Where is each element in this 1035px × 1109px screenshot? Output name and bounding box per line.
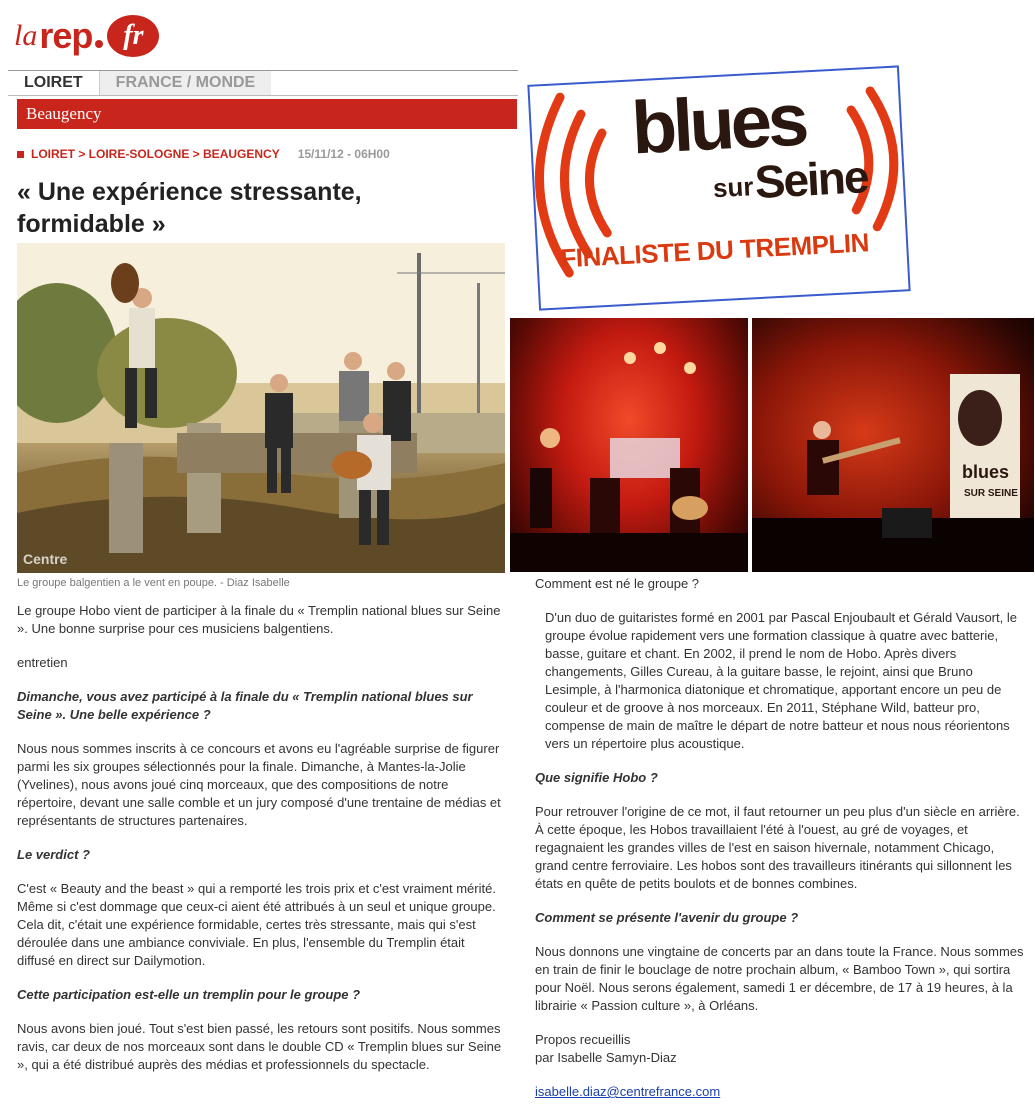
concert-photo-2-illustration xyxy=(752,318,1034,572)
answer-4: D'un duo de guitaristes formé en 2001 par Pascal Enjoubault et Gérald Vausort, le groupe évolue rapidement vers une formation classique à quatre avec batterie, basse, guitare et chant. En 2002, il prend le nom de Hobo. Après divers changements, Gilles Cureau, à la guitare basse, le rejoint, ainsi que Bruno Lesimple, à l'harmonica diatonique et chromatique, apportant encore un peu de couleur et de groove à nos morceaux. En 2011, Stéphane Wild, batteur pro, compense de main de maître le départ de notre batteur et nous nous réorientons vers un répertoire plus acoustique. xyxy=(545,610,1017,751)
badge-sur-text: sur xyxy=(712,171,755,204)
concert-photo-2 xyxy=(752,318,1034,572)
article-date: 15/11/12 - 06H00 xyxy=(297,147,390,161)
breadcrumb xyxy=(17,147,390,161)
article-intro: Le groupe Hobo vient de participer à la finale du « Tremplin national blues sur Seine ». Une bonne surprise pour ces musiciens balgentiens. xyxy=(17,603,501,636)
badge-seine-text: Seine xyxy=(753,150,869,209)
tab-france-monde[interactable]: FRANCE / MONDE xyxy=(100,71,272,95)
article-headline: « Une expérience stressante, formidable » xyxy=(17,178,362,238)
badge-blues-text: blues xyxy=(629,77,807,170)
answer-1: Nous nous sommes inscrits à ce concours et avons eu l'agréable surprise de figurer parmi les six groupes sélectionnés pour la finale. Dimanche, à Mantes-la-Jolie (Yvelines), nous avons joué cinq morceaux, que des compositions de notre répertoire, devant une salle comble et un jury composé d'une trentaine de médias et représentants de structures partenaires. xyxy=(17,741,501,828)
tab-loiret[interactable]: LOIRET xyxy=(8,71,100,95)
question-3: Cette participation est-elle un tremplin pour le groupe ? xyxy=(17,987,361,1002)
breadcrumb-path[interactable]: LOIRET > LOIRE-SOLOGNE > BEAUGENCY xyxy=(31,147,280,161)
answer-2: C'est « Beauty and the beast » qui a remporté les trois prix et c'est vraiment mérité. Même si c'est dommage que ceux-ci aient été attribués à un seul et unique groupe. Cela dit, c'était une expérience formidable, certes très stressante, mais qui s'est déroulée dans une ambiance conviviale. En plus, l'ensemble du Tremplin était diffusé en direct sur Dailymotion. xyxy=(17,881,496,968)
breadcrumb-square-icon xyxy=(17,151,24,158)
article-column-right xyxy=(535,575,1030,1109)
answer-6: Nous donnons une vingtaine de concerts par an dans toute la France. Nous sommes en train de finir le bouclage de notre prochain album, « Bamboo Town », qui sortira pour Noël. Nous serons également, samedi 1 er décembre, de 17 à 19 heures, à la librairie « Passion culture », à Orléans. xyxy=(535,944,1024,1013)
banner-sur-seine-text: SUR SEINE xyxy=(964,488,1018,499)
question-4: Comment est né le groupe ? xyxy=(535,576,700,591)
site-logo[interactable] xyxy=(14,12,159,60)
band-photo xyxy=(17,243,505,573)
answer-3: Nous avons bien joué. Tout s'est bien passé, les retours sont positifs. Nous sommes ravis, car deux de nos morceaux sont dans le double CD « Tremplin blues sur Seine », qui a été distribué auprès des médias et professionnels du spectacle. xyxy=(17,1021,502,1072)
answer-5: Pour retrouver l'origine de ce mot, il faut retourner un peu plus d'un siècle en arrière. À cette époque, les Hobos travaillaient l'été à l'ouest, au gré de voyages, et regagnaient les grandes villes de l'est en saison hivernale, notamment Chicago, grand centre ferroviaire. Les hobos sont des travailleurs itinérants qui sillonnent les états en quête de petits boulots et de bonnes combines. xyxy=(535,804,1020,891)
band-photo-illustration xyxy=(17,243,505,573)
concert-photo-1-illustration xyxy=(510,318,748,572)
article-column-left xyxy=(17,602,502,1090)
banner-blues-text: blues xyxy=(962,462,1010,482)
article-kicker: entretien xyxy=(17,655,68,670)
logo-la: la xyxy=(14,19,38,52)
credit-line-1: Propos recueillis xyxy=(535,1032,631,1047)
photo-watermark: Centre xyxy=(23,551,68,567)
question-1: Dimanche, vous avez participé à la finale du « Tremplin national blues sur Seine ». Une belle expérience ? xyxy=(17,689,473,722)
section-title[interactable]: Beaugency xyxy=(17,99,517,129)
logo-fr-badge: fr xyxy=(107,15,159,57)
question-2: Le verdict ? xyxy=(17,847,90,862)
badge-finaliste-text: FINALISTE DU TREMPLIN xyxy=(559,227,870,274)
logo-rep: rep xyxy=(39,15,93,56)
photo-caption: Le groupe balgentien a le vent en poupe. - Diaz Isabelle xyxy=(17,577,290,589)
logo-dot xyxy=(95,40,103,48)
concert-photo-1 xyxy=(510,318,748,572)
blues-sur-seine-badge xyxy=(527,65,910,310)
question-6: Comment se présente l'avenir du groupe ? xyxy=(535,910,799,925)
region-nav xyxy=(8,70,518,96)
author-email-link[interactable]: isabelle.diaz@centrefrance.com xyxy=(535,1084,721,1099)
credit-line-2: par Isabelle Samyn-Diaz xyxy=(535,1050,677,1065)
question-5: Que signifie Hobo ? xyxy=(535,770,658,785)
